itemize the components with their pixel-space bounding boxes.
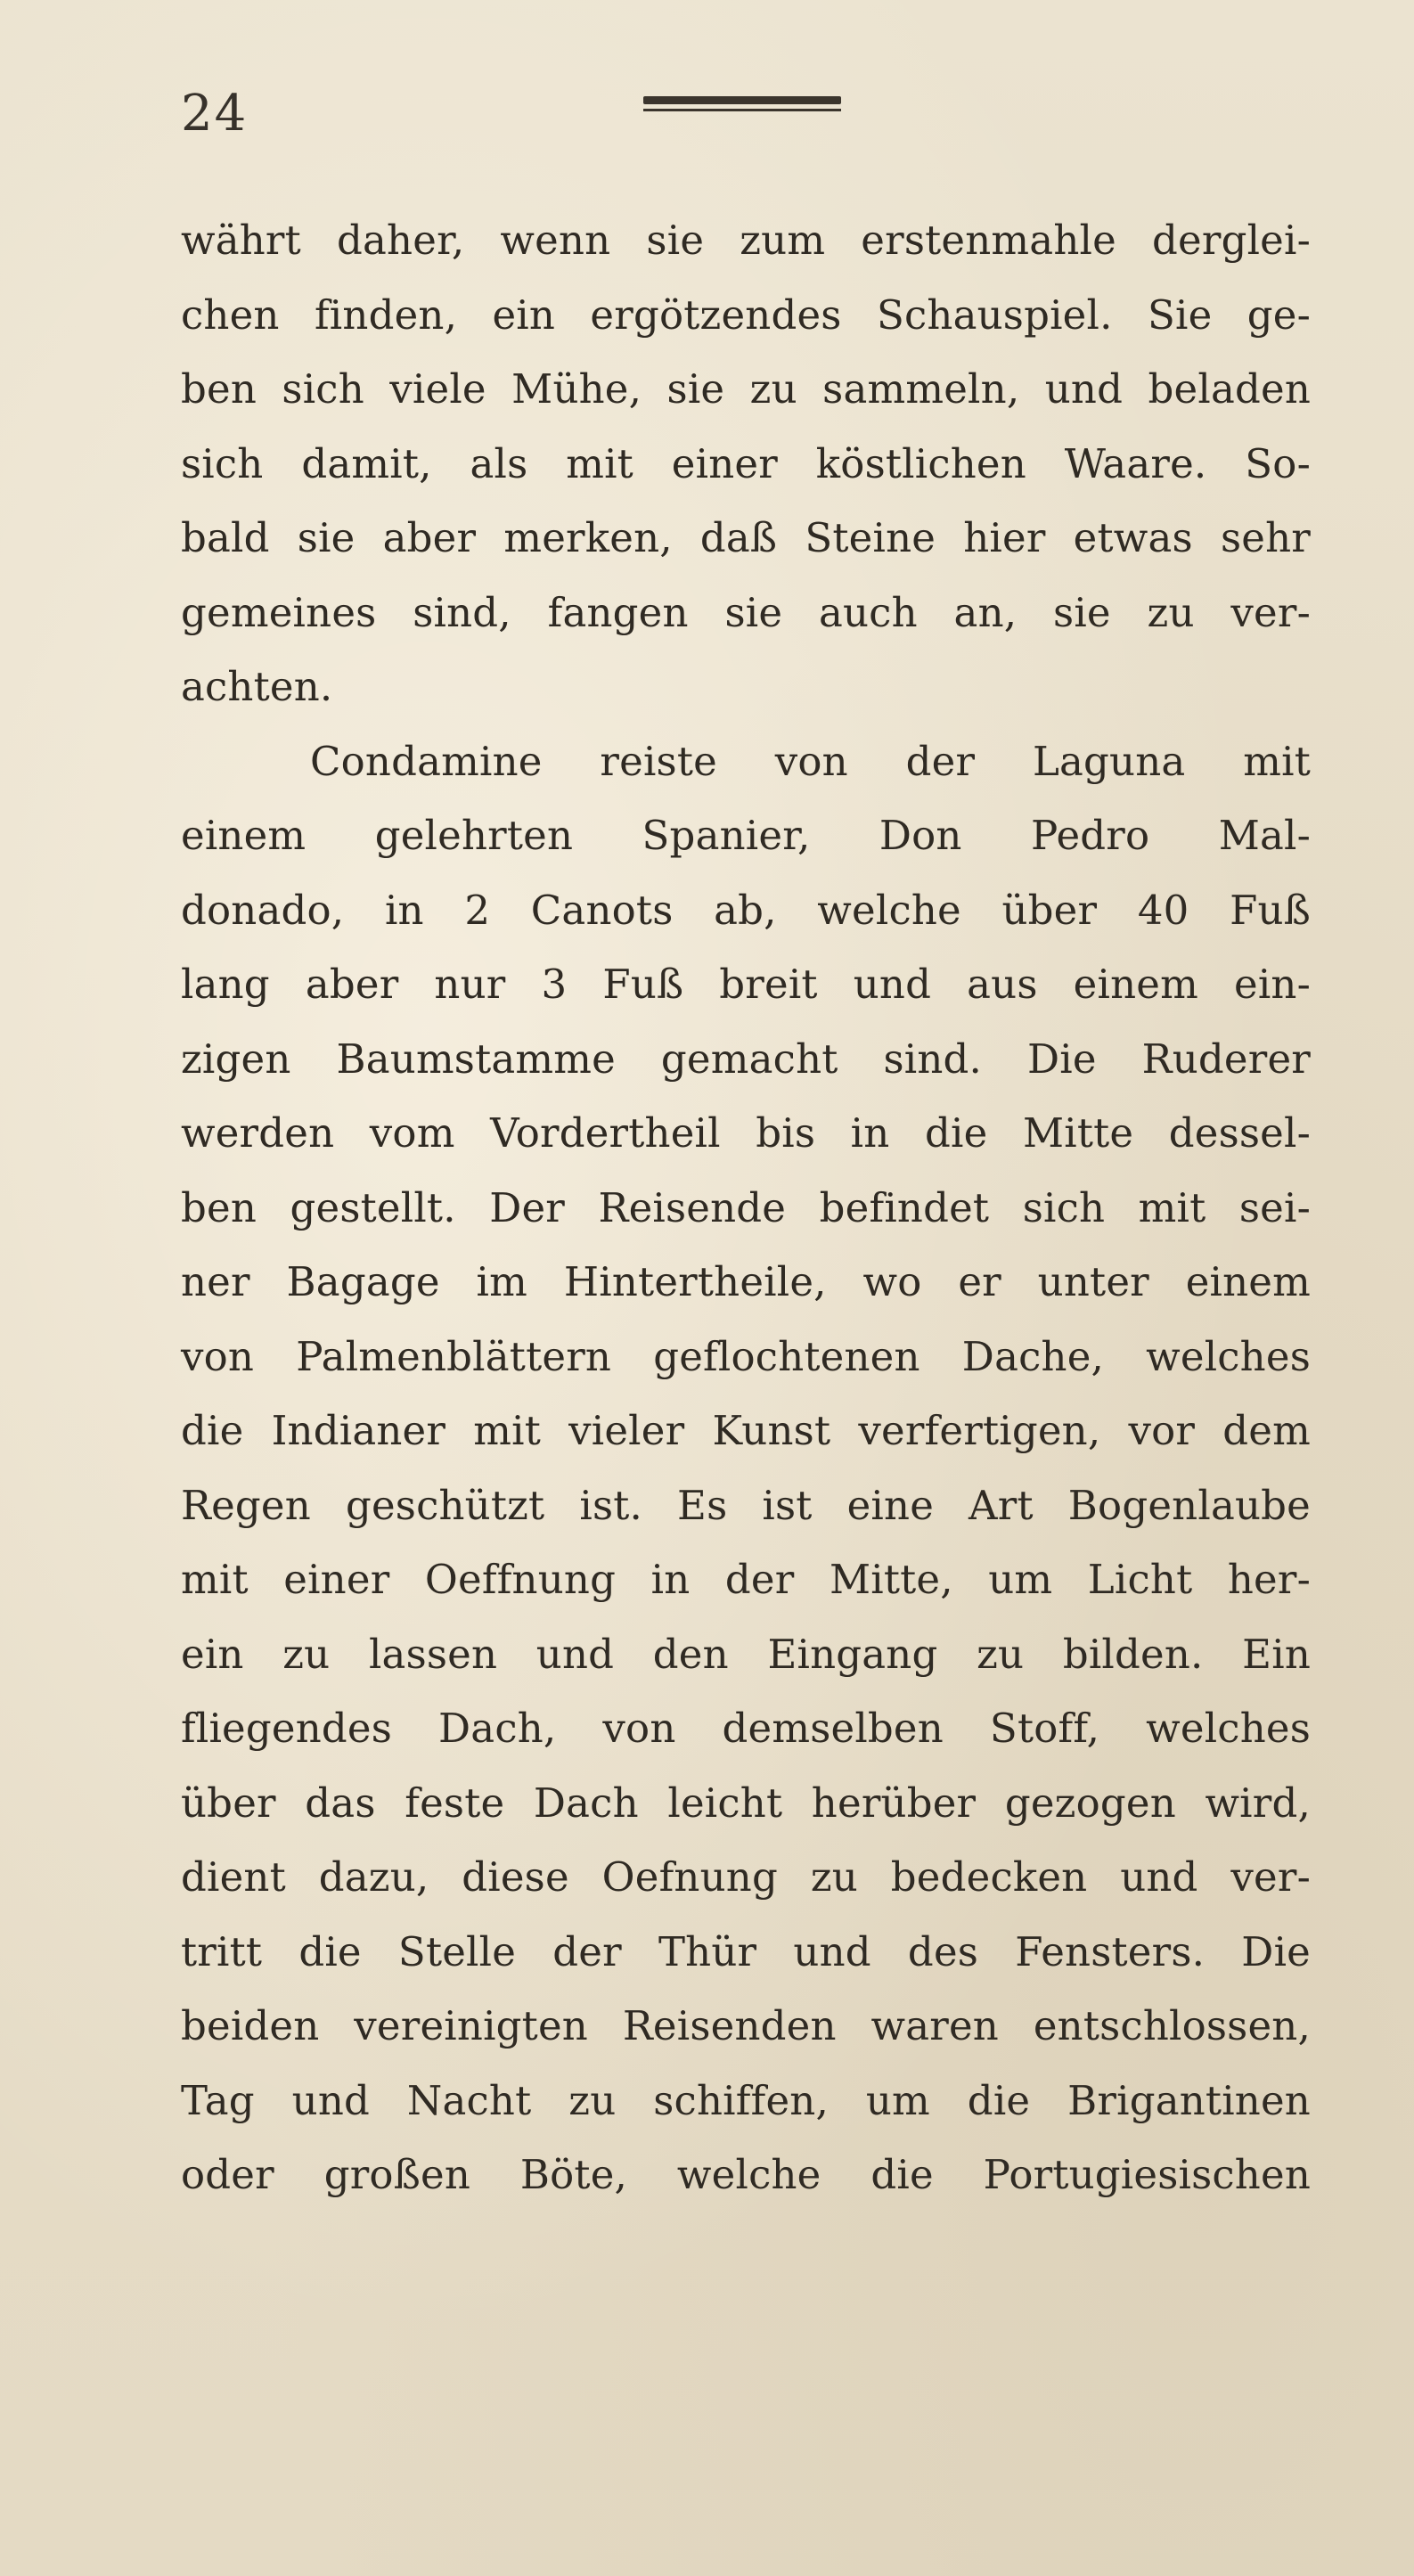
text-line-21: fliegendes Dach, von demselben Stoff, welches	[181, 1705, 1311, 1752]
header-rule-thin	[643, 109, 841, 111]
text-line-20: ein zu lassen und den Eingang zu bilden. Ein	[181, 1630, 1311, 1678]
text-line-11: lang aber nur 3 Fuß breit und aus einem ein-	[181, 961, 1311, 1008]
text-line-15: ner Bagage im Hintertheile, wo er unter einem	[181, 1258, 1311, 1305]
text-line-17: die Indianer mit vieler Kunst verfertigen, vor dem	[181, 1407, 1311, 1454]
header-rule	[643, 96, 841, 116]
text-line-24: tritt die Stelle der Thür und des Fensters. Die	[181, 1927, 1311, 1975]
text-line-14: ben gestellt. Der Reisende befindet sich mit sei-	[181, 1183, 1311, 1231]
text-line-2: chen finden, ein ergötzendes Schauspiel. Sie ge-	[181, 290, 1311, 339]
text-line-8: Condamine reiste von der Laguna mit	[310, 737, 1311, 785]
text-line-5: bald sie aber merken, daß Steine hier etwas sehr	[181, 514, 1311, 561]
text-line-4: sich damit, als mit einer köstlichen Waare. So-	[181, 439, 1311, 487]
text-line-23: dient dazu, diese Oefnung zu bedecken und ver-	[181, 1853, 1311, 1901]
text-line-12: zigen Baumstamme gemacht sind. Die Ruderer	[181, 1034, 1311, 1083]
text-line-1: währt daher, wenn sie zum erstenmahle derglei-	[181, 217, 1311, 264]
text-line-6: gemeines sind, fangen sie auch an, sie zu ver-	[181, 588, 1311, 636]
text-line-19: mit einer Oeffnung in der Mitte, um Licht her-	[181, 1556, 1311, 1603]
text-line-18: Regen geschützt ist. Es ist eine Art Bogenlaube	[181, 1481, 1311, 1529]
page-number: 24	[181, 85, 249, 143]
text-line-26: Tag und Nacht zu schiffen, um die Brigantinen	[181, 2076, 1311, 2124]
text-line-16: von Palmenblättern geflochtenen Dache, welches	[181, 1332, 1311, 1380]
text-line-27: oder großen Böte, welche die Portugiesischen	[181, 2151, 1311, 2198]
text-line-9: einem gelehrten Spanier, Don Pedro Mal-	[181, 812, 1311, 859]
text-line-13: werden vom Vordertheil bis in die Mitte dessel-	[181, 1109, 1311, 1157]
body-text	[181, 203, 1311, 2212]
text-line-10: donado, in 2 Canots ab, welche über 40 Fuß	[181, 886, 1311, 934]
text-line-3: ben sich viele Mühe, sie zu sammeln, und beladen	[181, 365, 1311, 413]
text-line-7: achten.	[181, 663, 333, 710]
text-line-25: beiden vereinigten Reisenden waren entschlossen,	[181, 2002, 1311, 2049]
text-line-22: über das feste Dach leicht herüber gezogen wird,	[181, 1779, 1311, 1827]
header-rule-thick	[643, 96, 841, 104]
